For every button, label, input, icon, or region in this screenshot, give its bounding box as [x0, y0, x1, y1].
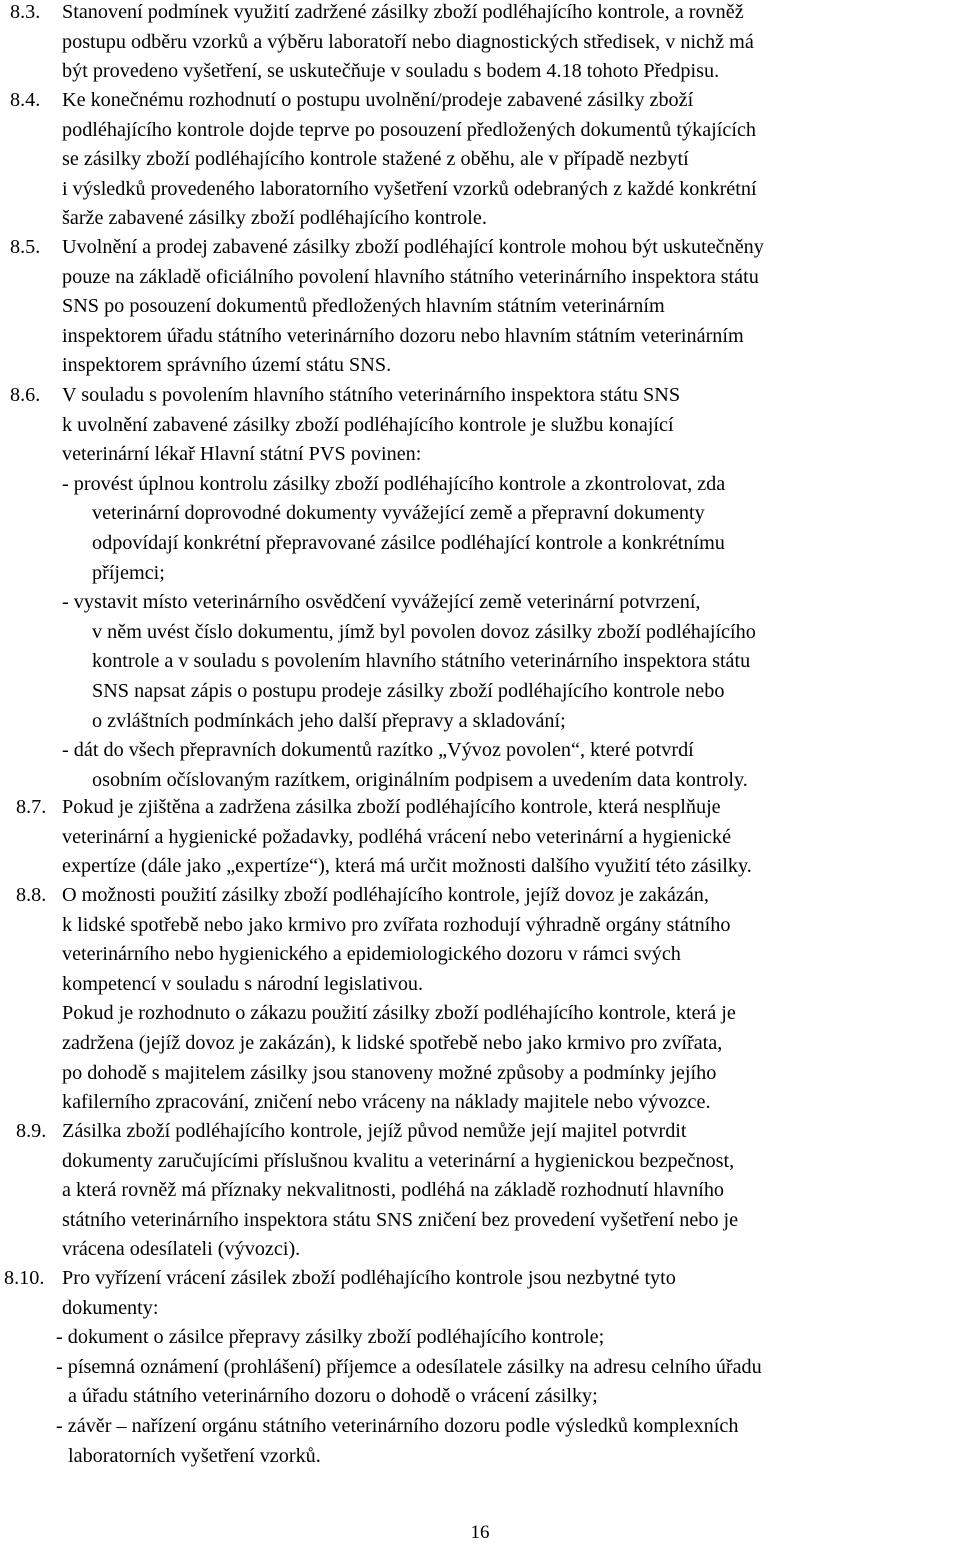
section-number: 8.3.: [10, 1, 41, 23]
paragraph-line: - dokument o zásilce přepravy zásilky zboží podléhajícího kontrole;: [56, 1326, 605, 1349]
section-number: 8.6.: [10, 384, 41, 406]
paragraph-line: veterinární lékař Hlavní státní PVS povinen:: [62, 443, 422, 466]
paragraph-line: i výsledků provedeného laboratorního vyšetření vzorků odebraných z každé konkrétní: [62, 177, 757, 200]
paragraph-line: Pro vyřízení vrácení zásilek zboží podléhajícího kontrole jsou nezbytné tyto: [62, 1267, 676, 1289]
section-number: 8.8.: [16, 884, 47, 906]
section-number: 8.9.: [16, 1120, 47, 1142]
paragraph-line: laboratorních vyšetření vzorků.: [68, 1444, 321, 1467]
paragraph-line: v něm uvést číslo dokumentu, jímž byl povolen dovoz zásilky zboží podléhajícího: [92, 620, 756, 643]
paragraph-line: Stanovení podmínek využití zadržené zásilky zboží podléhajícího kontrole, a rovněž: [62, 1, 744, 23]
paragraph-line: státního veterinárního inspektora státu SNS zničení bez provedení vyšetření nebo je: [62, 1208, 739, 1231]
section-number: 8.5.: [10, 236, 41, 258]
paragraph-line: o zvláštních podmínkách jeho další přepravy a skladování;: [92, 709, 566, 732]
paragraph-line: V souladu s povolením hlavního státního veterinárního inspektora státu SNS: [62, 384, 681, 406]
paragraph-line: a která rovněž má příznaky nekvalitnosti, podléhá na základě rozhodnutí hlavního: [62, 1179, 725, 1202]
paragraph-line: podléhajícího kontrole dojde teprve po posouzení předložených dokumentů týkajících: [62, 118, 757, 141]
paragraph-line: veterinární a hygienické požadavky, podléhá vrácení nebo veterinární a hygienické: [62, 825, 732, 848]
paragraph-line: SNS po posouzení dokumentů předložených hlavním státním veterinárním: [62, 295, 665, 318]
page-number: 16: [470, 1522, 490, 1543]
paragraph-line: inspektorem úřadu státního veterinárního dozoru nebo hlavním státním veterinárním: [62, 324, 744, 347]
paragraph-line: Ke konečnému rozhodnutí o postupu uvolnění/prodeje zabavené zásilky zboží: [62, 89, 694, 111]
paragraph-line: Uvolnění a prodej zabavené zásilky zboží podléhající kontrole mohou být uskutečněny: [62, 236, 764, 258]
paragraph-line: k uvolnění zabavené zásilky zboží podléhajícího kontrole je službu konající: [62, 413, 674, 436]
paragraph-line: a úřadu státního veterinárního dozoru o dohodě o vrácení zásilky;: [68, 1385, 598, 1408]
paragraph-line: - vystavit místo veterinárního osvědčení vyvážející země veterinární potvrzení,: [62, 591, 701, 614]
paragraph-line: - dát do všech přepravních dokumentů razítko „Vývoz povolen“, které potvrdí: [62, 739, 694, 762]
paragraph-line: odpovídají konkrétní přepravované zásilce podléhající kontrole a konkrétnímu: [92, 532, 725, 554]
paragraph-line: postupu odběru vzorků a výběru laboratoří nebo diagnostických středisek, v nichž má: [62, 30, 754, 53]
paragraph-line: pouze na základě oficiálního povolení hlavního státního veterinárního inspektora státu: [62, 265, 759, 288]
paragraph-line: Pokud je rozhodnuto o zákazu použití zásilky zboží podléhajícího kontrole, která je: [62, 1002, 736, 1025]
paragraph-line: - provést úplnou kontrolu zásilky zboží podléhajícího kontrole a zkontrolovat, zda: [62, 472, 726, 495]
paragraph-line: veterinárního nebo hygienického a epidemiologického dozoru v rámci svých: [62, 943, 681, 966]
paragraph-line: dokumenty zaručujícími příslušnou kvalitu a veterinární a hygienickou bezpečnost,: [62, 1149, 735, 1172]
paragraph-line: být provedeno vyšetření, se uskutečňuje v souladu s bodem 4.18 tohoto Předpisu.: [62, 60, 720, 83]
paragraph-line: - závěr – nařízení orgánu státního veterinárního dozoru podle výsledků komplexních: [56, 1415, 739, 1437]
section-number: 8.4.: [10, 89, 41, 111]
section-number: 8.7.: [16, 796, 47, 818]
paragraph-line: expertíze (dále jako „expertíze“), která má určit možnosti dalšího využití této zásilky.: [62, 855, 752, 878]
section-number: 8.10.: [4, 1267, 45, 1289]
paragraph-line: vrácena odesílateli (vývozci).: [62, 1238, 301, 1261]
paragraph-line: šarže zabavené zásilky zboží podléhajícího kontrole.: [62, 207, 487, 230]
paragraph-line: inspektorem správního území státu SNS.: [62, 354, 392, 377]
paragraph-line: osobním očíslovaným razítkem, originálním podpisem a uvedením data kontroly.: [92, 768, 748, 791]
paragraph-line: SNS napsat zápis o postupu prodeje zásilky zboží podléhajícího kontrole nebo: [92, 680, 725, 702]
paragraph-line: O možnosti použití zásilky zboží podléhajícího kontrole, jejíž dovoz je zakázán,: [62, 884, 709, 906]
paragraph-line: zadržena (jejíž dovoz je zakázán), k lidské spotřebě nebo jako krmivo pro zvířata,: [62, 1032, 723, 1054]
paragraph-line: - písemná oznámení (prohlášení) příjemce a odesílatele zásilky na adresu celního úřadu: [56, 1355, 762, 1378]
paragraph-line: příjemci;: [92, 561, 165, 584]
paragraph-line: dokumenty:: [62, 1296, 159, 1319]
paragraph-line: veterinární doprovodné dokumenty vyvážející země a přepravní dokumenty: [92, 502, 705, 525]
paragraph-line: se zásilky zboží podléhajícího kontrole stažené z oběhu, ale v případě nezbytí: [62, 148, 689, 171]
paragraph-line: po dohodě s majitelem zásilky jsou stanoveny možné způsoby a podmínky jejího: [62, 1061, 717, 1084]
paragraph-line: kontrole a v souladu s povolením hlavního státního veterinárního inspektora státu: [92, 650, 751, 673]
paragraph-line: k lidské spotřebě nebo jako krmivo pro zvířata rozhodují výhradně orgány státního: [62, 913, 731, 936]
paragraph-line: kafilerního zpracování, zničení nebo vráceny na náklady majitele nebo vývozce.: [62, 1091, 711, 1114]
paragraph-line: Zásilka zboží podléhajícího kontrole, jejíž původ nemůže její majitel potvrdit: [62, 1120, 687, 1142]
paragraph-line: Pokud je zjištěna a zadržena zásilka zboží podléhajícího kontrole, která nesplňuje: [62, 796, 721, 818]
paragraph-line: kompetencí v souladu s národní legislativou.: [62, 972, 424, 995]
